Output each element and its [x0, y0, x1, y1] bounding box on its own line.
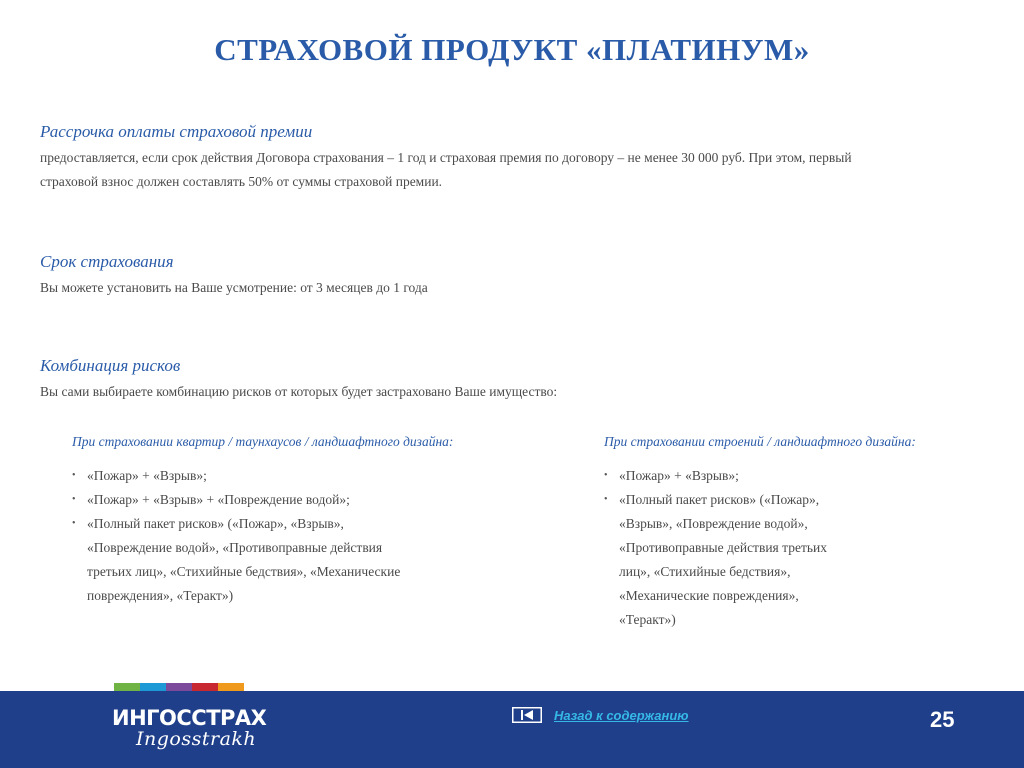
back-to-contents-label[interactable]: Назад к содержанию	[554, 707, 689, 723]
stripe	[166, 683, 192, 691]
risk-list	[604, 464, 994, 632]
list-item-text: «Теракт»)	[619, 612, 676, 627]
section-installment	[40, 122, 990, 194]
back-arrow-icon[interactable]	[512, 707, 542, 723]
section-text-line: Вы сами выбираете комбинацию рисков от которых будет застраховано Ваше имущество:	[40, 384, 558, 399]
bullet-icon: •	[72, 470, 76, 481]
section-text-line: страховой взнос должен составлять 50% от суммы страховой премии.	[40, 174, 443, 189]
bullet-icon: •	[604, 470, 608, 481]
section-text	[40, 276, 990, 300]
list-item-text: «Пожар» + «Взрыв»;	[619, 468, 739, 483]
list-item-text: «Полный пакет рисков» («Пожар»,	[619, 492, 820, 507]
bullet-icon: •	[72, 494, 76, 505]
list-item	[604, 488, 994, 632]
list-item-text: «Пожар» + «Взрыв» + «Повреждение водой»;	[87, 492, 350, 507]
logo-script: Ingosstrakh	[136, 728, 257, 750]
list-item-text: лиц», «Стихийные бедствия»,	[619, 564, 791, 579]
section-heading: Рассрочка оплаты страховой премии	[40, 122, 313, 141]
page-title: СТРАХОВОЙ ПРОДУКТ «ПЛАТИНУМ»	[214, 32, 810, 67]
list-item	[72, 512, 492, 608]
list-item-text: «Пожар» + «Взрыв»;	[87, 468, 207, 483]
list-item-text: «Взрыв», «Повреждение водой»,	[619, 516, 808, 531]
risk-list	[72, 464, 492, 608]
section-heading: Срок страхования	[40, 252, 174, 271]
list-item-text: повреждения», «Теракт»)	[87, 588, 234, 603]
footer-bar	[0, 691, 1024, 768]
section-term	[40, 252, 990, 300]
column-heading: При страховании строений / ландшафтного дизайна:	[604, 434, 916, 449]
list-item-text: «Полный пакет рисков» («Пожар», «Взрыв»,	[87, 516, 344, 531]
list-item-text: третьих лиц», «Стихийные бедствия», «Механические	[87, 564, 401, 579]
column-heading: При страховании квартир / таунхаусов / ландшафтного дизайна:	[72, 434, 454, 449]
stripe	[192, 683, 218, 691]
list-item	[72, 488, 492, 512]
stripe	[114, 683, 140, 691]
brand-color-stripes	[114, 683, 244, 691]
logo-wordmark: ИНГОССТРАХ	[112, 706, 267, 730]
list-item-text: «Противоправные действия третьих	[619, 540, 827, 555]
section-text	[40, 380, 990, 404]
stripe	[218, 683, 244, 691]
bullet-icon: •	[72, 518, 76, 529]
list-item-text: «Повреждение водой», «Противоправные действия	[87, 540, 383, 555]
risk-column-apartments	[72, 434, 492, 608]
section-text-line: предоставляется, если срок действия Договора страхования – 1 год и страховая премия по договору – не менее 30 000 руб. При этом, первый	[40, 150, 852, 165]
section-heading: Комбинация рисков	[40, 356, 181, 375]
stripe	[140, 683, 166, 691]
list-item-text: «Механические повреждения»,	[619, 588, 799, 603]
company-logo	[112, 707, 266, 749]
list-item	[604, 464, 994, 488]
list-item	[72, 464, 492, 488]
back-to-contents-link[interactable]	[512, 707, 689, 723]
section-text	[40, 146, 990, 194]
page-number: 25	[930, 707, 955, 732]
risk-column-buildings	[604, 434, 994, 632]
section-risks	[40, 356, 990, 404]
bullet-icon: •	[604, 494, 608, 505]
section-text-line: Вы можете установить на Ваше усмотрение: от 3 месяцев до 1 года	[40, 280, 428, 295]
